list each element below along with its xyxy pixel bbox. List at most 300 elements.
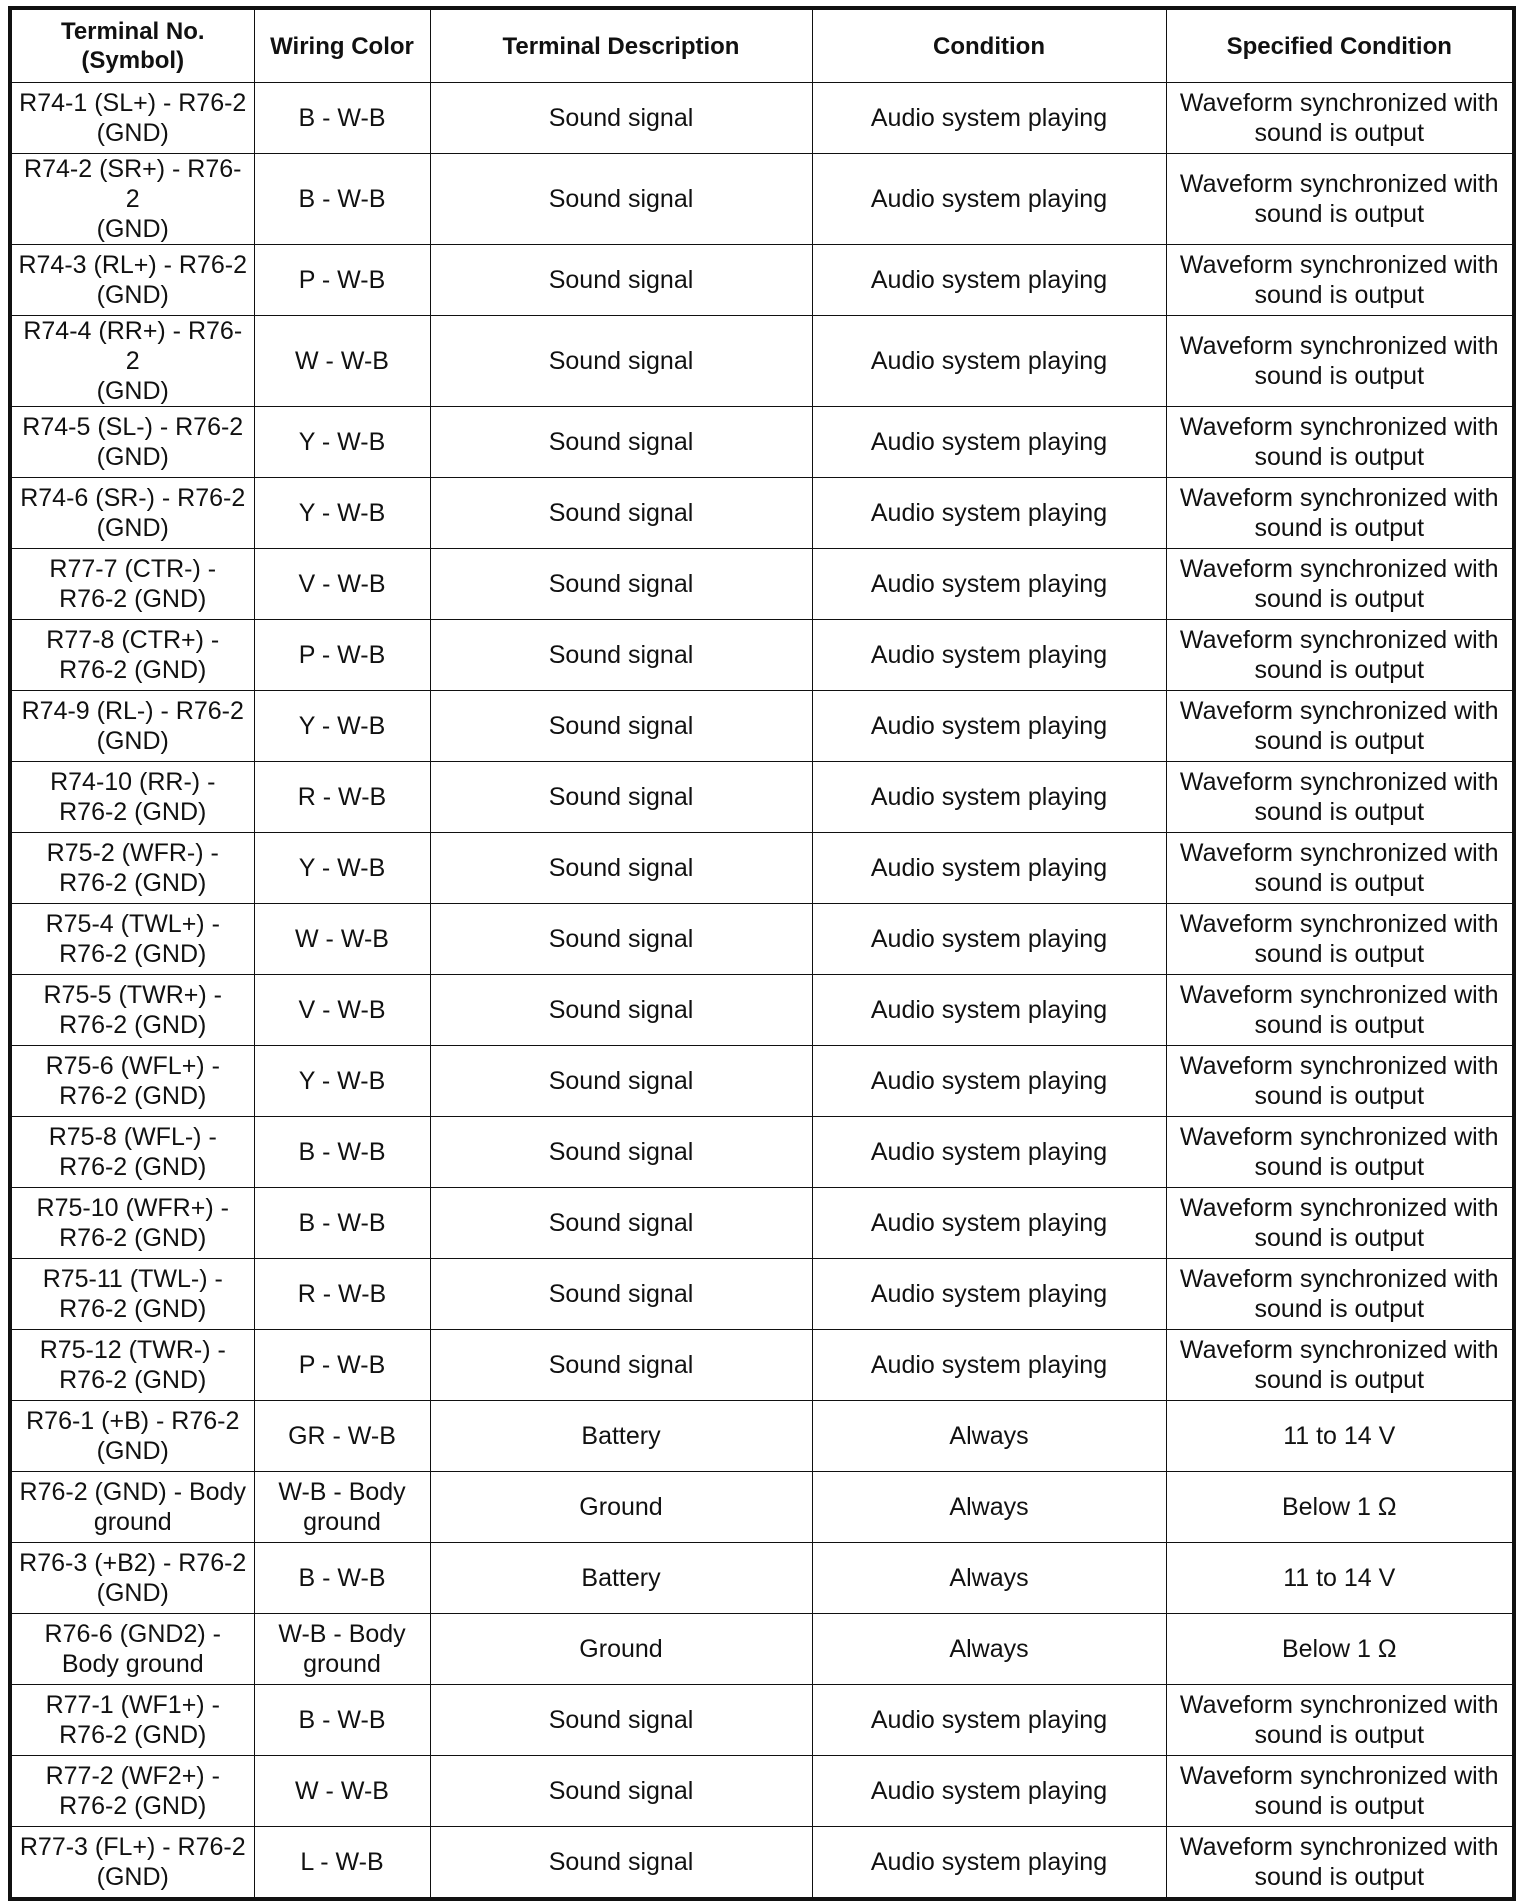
wiring-color-cell <box>254 1046 430 1117</box>
cell-text-line: Sound signal <box>548 428 694 456</box>
condition-cell <box>812 1472 1166 1543</box>
cell-text-line: Y - W-B <box>298 499 386 527</box>
cell-text-line: R76-2 (GND) <box>59 656 207 684</box>
terminal-description-cell <box>430 549 812 620</box>
cell-text-line: R76-2 (GND) <box>59 940 207 968</box>
terminal-cell <box>10 245 254 316</box>
cell-text-line: sound is output <box>1254 1153 1425 1181</box>
wiring-color-cell <box>254 1756 430 1827</box>
specified-condition-cell <box>1166 83 1514 154</box>
terminal-description-cell <box>430 1330 812 1401</box>
wiring-color-cell <box>254 1117 430 1188</box>
cell-text-line: Waveform synchronized with <box>1179 1762 1499 1790</box>
terminal-description-cell <box>430 83 812 154</box>
cell-text-line: Y - W-B <box>298 1067 386 1095</box>
cell-text-line: R77-3 (FL+) - R76-2 <box>19 1833 246 1861</box>
cell-text-line: Waveform synchronized with <box>1179 697 1499 725</box>
specified-condition-cell <box>1166 1259 1514 1330</box>
condition-cell <box>812 83 1166 154</box>
condition-cell <box>812 904 1166 975</box>
cell-text-line: sound is output <box>1254 362 1425 390</box>
cell-text-line: Y - W-B <box>298 428 386 456</box>
specified-condition-cell <box>1166 691 1514 762</box>
cell-text-line: (GND) <box>96 1437 169 1465</box>
cell-text-line: R77-1 (WF1+) - <box>45 1691 220 1719</box>
cell-text-line: W - W-B <box>295 1777 389 1805</box>
terminal-cell <box>10 1117 254 1188</box>
specified-condition-cell <box>1166 549 1514 620</box>
cell-text-line: 11 to 14 V <box>1283 1422 1396 1450</box>
specified-condition-cell <box>1166 1614 1514 1685</box>
cell-text-line: Waveform synchronized with <box>1179 981 1499 1009</box>
wiring-color-cell <box>254 1827 430 1900</box>
table-row <box>10 316 1514 407</box>
cell-text-line: Ground <box>579 1635 663 1663</box>
table-row <box>10 762 1514 833</box>
terminal-description-cell <box>430 316 812 407</box>
cell-text-line: Sound signal <box>548 185 694 213</box>
specified-condition-cell <box>1166 154 1514 245</box>
terminal-description-cell <box>430 407 812 478</box>
cell-text-line: (Symbol) <box>81 47 185 74</box>
cell-text-line: Waveform synchronized with <box>1179 1123 1499 1151</box>
table-row <box>10 1046 1514 1117</box>
terminal-description-cell <box>430 478 812 549</box>
terminal-cell <box>10 620 254 691</box>
cell-text-line: R76-2 (GND) <box>59 1721 207 1749</box>
table-row <box>10 1401 1514 1472</box>
table-row <box>10 154 1514 245</box>
cell-text-line: Audio system playing <box>870 783 1108 811</box>
wiring-color-cell <box>254 549 430 620</box>
cell-text-line: R - W-B <box>297 783 387 811</box>
cell-text-line: Specified Condition <box>1226 32 1452 60</box>
condition-cell <box>812 691 1166 762</box>
cell-text-line: Audio system playing <box>870 1706 1108 1734</box>
condition-cell <box>812 1756 1166 1827</box>
cell-text-line: R76-2 (GND) - Body <box>19 1478 246 1506</box>
cell-text-line: (GND) <box>96 1863 169 1891</box>
cell-text-line: R74-2 (SR+) - R76-2 <box>24 155 242 213</box>
terminal-cell <box>10 83 254 154</box>
wiring-color-cell <box>254 478 430 549</box>
cell-text-line: Waveform synchronized with <box>1179 89 1499 117</box>
cell-text-line: Waveform synchronized with <box>1179 910 1499 938</box>
cell-text-line: sound is output <box>1254 443 1425 471</box>
cell-text-line: Waveform synchronized with <box>1179 1691 1499 1719</box>
cell-text-line: Waveform synchronized with <box>1179 555 1499 583</box>
table-row <box>10 478 1514 549</box>
condition-cell <box>812 1259 1166 1330</box>
cell-text-line: Battery <box>581 1422 661 1450</box>
cell-text-line: Waveform synchronized with <box>1179 332 1499 360</box>
cell-text-line: Audio system playing <box>870 1351 1108 1379</box>
cell-text-line: Waveform synchronized with <box>1179 626 1499 654</box>
cell-text-line: Audio system playing <box>870 641 1108 669</box>
cell-text-line: Sound signal <box>548 1138 694 1166</box>
cell-text-line: (GND) <box>96 727 169 755</box>
specified-condition-cell <box>1166 1401 1514 1472</box>
wiring-color-cell <box>254 762 430 833</box>
terminal-cell <box>10 1472 254 1543</box>
cell-text-line: Y - W-B <box>298 854 386 882</box>
condition-cell <box>812 975 1166 1046</box>
document-page <box>8 6 1512 1901</box>
cell-text-line: R76-2 (GND) <box>59 1366 207 1394</box>
cell-text-line: R76-2 (GND) <box>59 1295 207 1323</box>
wiring-color-cell <box>254 407 430 478</box>
condition-cell <box>812 1046 1166 1117</box>
condition-cell <box>812 407 1166 478</box>
wiring-color-cell <box>254 975 430 1046</box>
cell-text-line: Waveform synchronized with <box>1179 251 1499 279</box>
cell-text-line: sound is output <box>1254 585 1425 613</box>
cell-text-line: Sound signal <box>548 570 694 598</box>
cell-text-line: R76-2 (GND) <box>59 1224 207 1252</box>
cell-text-line: Sound signal <box>548 925 694 953</box>
condition-cell <box>812 245 1166 316</box>
cell-text-line: V - W-B <box>298 570 386 598</box>
table-row <box>10 620 1514 691</box>
table-row <box>10 1472 1514 1543</box>
cell-text-line: Audio system playing <box>870 428 1108 456</box>
wiring-color-cell <box>254 1614 430 1685</box>
cell-text-line: Battery <box>581 1564 661 1592</box>
wiring-color-cell <box>254 1472 430 1543</box>
cell-text-line: 11 to 14 V <box>1283 1564 1396 1592</box>
header-condition <box>812 8 1166 83</box>
wiring-color-cell <box>254 83 430 154</box>
cell-text-line: Audio system playing <box>870 1280 1108 1308</box>
wiring-color-cell <box>254 245 430 316</box>
cell-text-line: Sound signal <box>548 1351 694 1379</box>
cell-text-line: (GND) <box>96 443 169 471</box>
condition-cell <box>812 1117 1166 1188</box>
specified-condition-cell <box>1166 1046 1514 1117</box>
specified-condition-cell <box>1166 1756 1514 1827</box>
cell-text-line: Waveform synchronized with <box>1179 839 1499 867</box>
cell-text-line: Sound signal <box>548 712 694 740</box>
table-row <box>10 833 1514 904</box>
cell-text-line: (GND) <box>96 1579 169 1607</box>
cell-text-line: P - W-B <box>298 1351 386 1379</box>
cell-text-line: sound is output <box>1254 727 1425 755</box>
terminal-description-cell <box>430 154 812 245</box>
cell-text-line: Sound signal <box>548 641 694 669</box>
cell-text-line: P - W-B <box>298 641 386 669</box>
cell-text-line: sound is output <box>1254 1082 1425 1110</box>
wiring-color-cell <box>254 620 430 691</box>
terminal-description-cell <box>430 245 812 316</box>
cell-text-line: Audio system playing <box>870 1777 1108 1805</box>
terminal-description-cell <box>430 975 812 1046</box>
cell-text-line: R76-2 (GND) <box>59 798 207 826</box>
specified-condition-cell <box>1166 316 1514 407</box>
terminal-description-cell <box>430 1401 812 1472</box>
terminal-cell <box>10 316 254 407</box>
condition-cell <box>812 1543 1166 1614</box>
cell-text-line: Audio system playing <box>870 925 1108 953</box>
cell-text-line: R76-3 (+B2) - R76-2 <box>19 1549 247 1577</box>
specified-condition-cell <box>1166 1472 1514 1543</box>
specified-condition-cell <box>1166 1117 1514 1188</box>
terminal-cell <box>10 1756 254 1827</box>
terminal-cell <box>10 691 254 762</box>
specified-condition-cell <box>1166 245 1514 316</box>
cell-text-line: Audio system playing <box>870 1067 1108 1095</box>
terminal-description-cell <box>430 620 812 691</box>
condition-cell <box>812 762 1166 833</box>
wiring-color-cell <box>254 904 430 975</box>
condition-cell <box>812 1614 1166 1685</box>
specified-condition-cell <box>1166 1330 1514 1401</box>
condition-cell <box>812 1401 1166 1472</box>
cell-text-line: R74-10 (RR-) - <box>50 768 216 796</box>
cell-text-line: GR - W-B <box>288 1422 396 1450</box>
table-row <box>10 975 1514 1046</box>
cell-text-line: V - W-B <box>298 996 386 1024</box>
cell-text-line: R76-2 (GND) <box>59 1011 207 1039</box>
terminal-spec-table <box>8 6 1516 1901</box>
condition-cell <box>812 620 1166 691</box>
wiring-color-cell <box>254 1685 430 1756</box>
cell-text-line: (GND) <box>96 281 169 309</box>
cell-text-line: sound is output <box>1254 798 1425 826</box>
wiring-color-cell <box>254 1330 430 1401</box>
cell-text-line: sound is output <box>1254 1792 1425 1820</box>
cell-text-line: Always <box>949 1493 1029 1521</box>
table-header-row <box>10 8 1514 83</box>
terminal-description-cell <box>430 1472 812 1543</box>
cell-text-line: Sound signal <box>548 499 694 527</box>
cell-text-line: Sound signal <box>548 347 694 375</box>
cell-text-line: B - W-B <box>298 1138 386 1166</box>
terminal-cell <box>10 1046 254 1117</box>
cell-text-line: Always <box>949 1422 1029 1450</box>
terminal-description-cell <box>430 1117 812 1188</box>
specified-condition-cell <box>1166 1685 1514 1756</box>
cell-text-line: R75-10 (WFR+) - <box>36 1194 229 1222</box>
cell-text-line: Waveform synchronized with <box>1179 1194 1499 1222</box>
cell-text-line: R74-3 (RL+) - R76-2 <box>18 251 248 279</box>
cell-text-line: sound is output <box>1254 281 1425 309</box>
cell-text-line: Audio system playing <box>870 104 1108 132</box>
terminal-description-cell <box>430 833 812 904</box>
cell-text-line: sound is output <box>1254 1011 1425 1039</box>
cell-text-line: B - W-B <box>298 1564 386 1592</box>
cell-text-line: Sound signal <box>548 996 694 1024</box>
cell-text-line: Sound signal <box>548 266 694 294</box>
terminal-description-cell <box>430 904 812 975</box>
terminal-cell <box>10 1543 254 1614</box>
table-body <box>10 83 1514 1900</box>
header-terminal-description <box>430 8 812 83</box>
cell-text-line: Always <box>949 1564 1029 1592</box>
specified-condition-cell <box>1166 478 1514 549</box>
cell-text-line: R - W-B <box>297 1280 387 1308</box>
cell-text-line: sound is output <box>1254 1295 1425 1323</box>
cell-text-line: Always <box>949 1635 1029 1663</box>
cell-text-line: sound is output <box>1254 1721 1425 1749</box>
cell-text-line: R77-8 (CTR+) - <box>46 626 220 654</box>
cell-text-line: Waveform synchronized with <box>1179 1052 1499 1080</box>
cell-text-line: L - W-B <box>300 1848 384 1876</box>
wiring-color-cell <box>254 1401 430 1472</box>
specified-condition-cell <box>1166 1188 1514 1259</box>
terminal-cell <box>10 1827 254 1900</box>
cell-text-line: Audio system playing <box>870 570 1108 598</box>
terminal-cell <box>10 154 254 245</box>
terminal-cell <box>10 478 254 549</box>
wiring-color-cell <box>254 1543 430 1614</box>
wiring-color-cell <box>254 1259 430 1330</box>
cell-text-line: Sound signal <box>548 1848 694 1876</box>
cell-text-line: sound is output <box>1254 1863 1425 1891</box>
cell-text-line: P - W-B <box>298 266 386 294</box>
cell-text-line: R76-2 (GND) <box>59 1082 207 1110</box>
table-row <box>10 1756 1514 1827</box>
cell-text-line: sound is output <box>1254 1224 1425 1252</box>
cell-text-line: R76-2 (GND) <box>59 585 207 613</box>
cell-text-line: R74-6 (SR-) - R76-2 <box>20 484 246 512</box>
wiring-color-cell <box>254 1188 430 1259</box>
cell-text-line: R75-6 (WFL+) - <box>45 1052 220 1080</box>
cell-text-line: R77-2 (WF2+) - <box>45 1762 220 1790</box>
terminal-description-cell <box>430 1188 812 1259</box>
wiring-color-cell <box>254 316 430 407</box>
cell-text-line: (GND) <box>96 514 169 542</box>
wiring-color-cell <box>254 154 430 245</box>
cell-text-line: Y - W-B <box>298 712 386 740</box>
cell-text-line: Audio system playing <box>870 266 1108 294</box>
cell-text-line: (GND) <box>96 377 169 405</box>
cell-text-line: W - W-B <box>295 347 389 375</box>
wiring-color-cell <box>254 833 430 904</box>
terminal-cell <box>10 1401 254 1472</box>
table-row <box>10 1330 1514 1401</box>
cell-text-line: Sound signal <box>548 1067 694 1095</box>
condition-cell <box>812 1330 1166 1401</box>
terminal-cell <box>10 1685 254 1756</box>
condition-cell <box>812 478 1166 549</box>
cell-text-line: Below 1 Ω <box>1281 1635 1397 1663</box>
cell-text-line: Sound signal <box>548 104 694 132</box>
cell-text-line: R75-8 (WFL-) - <box>48 1123 217 1151</box>
cell-text-line: R76-1 (+B) - R76-2 <box>26 1407 240 1435</box>
condition-cell <box>812 1685 1166 1756</box>
header-specified-condition <box>1166 8 1514 83</box>
header-terminal-no <box>10 8 254 83</box>
table-row <box>10 549 1514 620</box>
cell-text-line: Below 1 Ω <box>1281 1493 1397 1521</box>
condition-cell <box>812 154 1166 245</box>
cell-text-line: Ground <box>579 1493 663 1521</box>
cell-text-line: Sound signal <box>548 1777 694 1805</box>
table-row <box>10 1614 1514 1685</box>
condition-cell <box>812 1827 1166 1900</box>
cell-text-line: Audio system playing <box>870 1848 1108 1876</box>
cell-text-line: R76-6 (GND2) - <box>44 1620 221 1648</box>
terminal-description-cell <box>430 1543 812 1614</box>
cell-text-line: Sound signal <box>548 1280 694 1308</box>
specified-condition-cell <box>1166 620 1514 691</box>
table-row <box>10 904 1514 975</box>
terminal-description-cell <box>430 691 812 762</box>
cell-text-line: Condition <box>933 32 1045 60</box>
cell-text-line: Audio system playing <box>870 185 1108 213</box>
terminal-description-cell <box>430 1046 812 1117</box>
condition-cell <box>812 1188 1166 1259</box>
table-row <box>10 1543 1514 1614</box>
cell-text-line: Audio system playing <box>870 854 1108 882</box>
table-row <box>10 1827 1514 1900</box>
table-row <box>10 407 1514 478</box>
cell-text-line: sound is output <box>1254 119 1425 147</box>
cell-text-line: Sound signal <box>548 1706 694 1734</box>
cell-text-line: Wiring Color <box>270 32 414 60</box>
cell-text-line: ground <box>303 1508 381 1536</box>
cell-text-line: (GND) <box>96 119 169 147</box>
condition-cell <box>812 316 1166 407</box>
cell-text-line: B - W-B <box>298 1209 386 1237</box>
cell-text-line: B - W-B <box>298 1706 386 1734</box>
cell-text-line: sound is output <box>1254 1366 1425 1394</box>
cell-text-line: Waveform synchronized with <box>1179 413 1499 441</box>
terminal-cell <box>10 549 254 620</box>
terminal-cell <box>10 1188 254 1259</box>
cell-text-line: Audio system playing <box>870 996 1108 1024</box>
cell-text-line: Waveform synchronized with <box>1179 170 1499 198</box>
specified-condition-cell <box>1166 975 1514 1046</box>
header-wiring-color <box>254 8 430 83</box>
cell-text-line: Waveform synchronized with <box>1179 1265 1499 1293</box>
cell-text-line: R76-2 (GND) <box>59 1792 207 1820</box>
cell-text-line: W - W-B <box>295 925 389 953</box>
cell-text-line: ground <box>93 1508 172 1536</box>
specified-condition-cell <box>1166 1543 1514 1614</box>
terminal-cell <box>10 1330 254 1401</box>
cell-text-line: sound is output <box>1254 940 1425 968</box>
terminal-description-cell <box>430 762 812 833</box>
cell-text-line: R74-5 (SL-) - R76-2 <box>22 413 244 441</box>
cell-text-line: Terminal No. <box>60 18 205 45</box>
terminal-description-cell <box>430 1259 812 1330</box>
cell-text-line: sound is output <box>1254 514 1425 542</box>
cell-text-line: R75-5 (TWR+) - <box>43 981 222 1009</box>
cell-text-line: sound is output <box>1254 656 1425 684</box>
cell-text-line: Body ground <box>61 1650 204 1678</box>
cell-text-line: R75-4 (TWL+) - <box>45 910 220 938</box>
condition-cell <box>812 549 1166 620</box>
table-row <box>10 245 1514 316</box>
cell-text-line: R76-2 (GND) <box>59 869 207 897</box>
condition-cell <box>812 833 1166 904</box>
cell-text-line: Audio system playing <box>870 499 1108 527</box>
terminal-description-cell <box>430 1756 812 1827</box>
cell-text-line: R75-12 (TWR-) - <box>39 1336 226 1364</box>
cell-text-line: Sound signal <box>548 1209 694 1237</box>
table-row <box>10 691 1514 762</box>
terminal-cell <box>10 833 254 904</box>
cell-text-line: R75-11 (TWL-) - <box>42 1265 223 1293</box>
terminal-cell <box>10 762 254 833</box>
cell-text-line: Audio system playing <box>870 347 1108 375</box>
cell-text-line: Waveform synchronized with <box>1179 768 1499 796</box>
specified-condition-cell <box>1166 904 1514 975</box>
cell-text-line: Waveform synchronized with <box>1179 1336 1499 1364</box>
cell-text-line: W-B - Body <box>278 1620 406 1648</box>
terminal-cell <box>10 407 254 478</box>
